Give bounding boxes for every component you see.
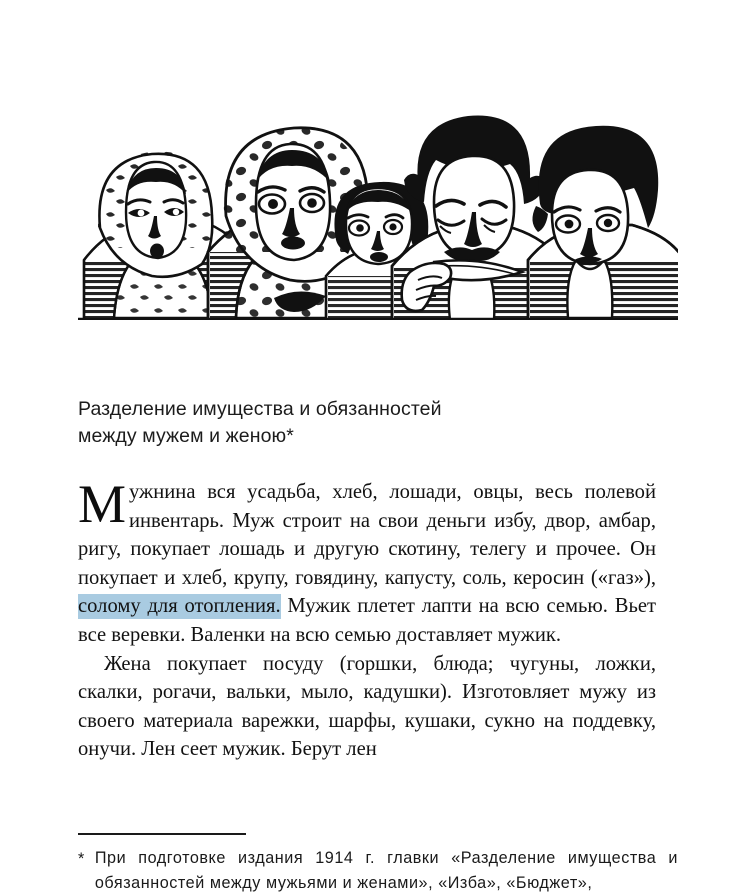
selected-text-highlight[interactable]: солому для отопления. (78, 595, 281, 618)
drop-cap: М (78, 474, 127, 534)
body-text-block (78, 474, 656, 764)
paragraph-2: Жена покупает посуду (горшки, блюда; чугуны, ложки, скалки, рогачи, вальки, мыло, кадушки). Изготовляет мужу из своего материала варежки, шарфы, кушаки, сукно на поддевку, онучи. Лен сеет мужик. Берут лен (78, 652, 656, 761)
footnote-separator-rule (78, 833, 246, 835)
footnote-text: При подготовке издания 1914 г. главки «Разделение имущества и обязанностей между мужьями и женами», «Изба», «Бюджет», (94, 849, 678, 892)
paragraph-1-text-before-selection: ужнина вся усадьба, хлеб, лошади, овцы, весь полевой инвентарь. Муж строит на свои деньги избу, двор, амбар, ригу, покупает лошадь и другую скотину, телегу и прочее. Он покупает и хлеб, крупу, говядину, капусту, соль, керосин («газ»), (78, 481, 656, 589)
paragraph-1 (78, 474, 656, 650)
footnote (78, 846, 678, 896)
section-heading: Разделение имущества и обязанностей между мужем и женою* (78, 398, 442, 447)
footnote-marker: * (78, 850, 85, 868)
woodcut-illustration (78, 112, 678, 320)
paragraph-1-text-after-selection: Мужик плетет лапти на всю семью. Вьет все веревки. Валенки на всю семью доставляет мужик. (78, 595, 656, 646)
